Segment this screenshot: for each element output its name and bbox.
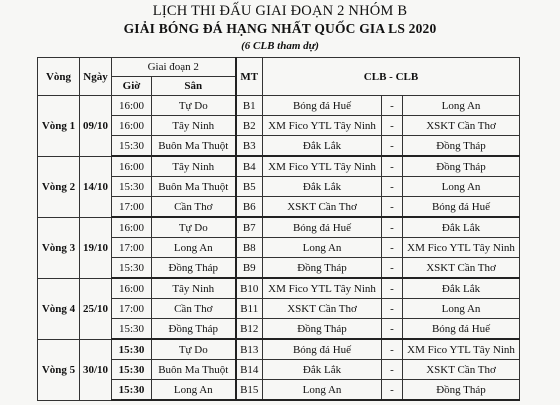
away-team-cell: Đồng Tháp [403, 380, 520, 401]
separator-cell: - [382, 177, 403, 197]
separator-cell: - [382, 136, 403, 157]
venue-cell: Long An [152, 238, 236, 258]
header-mt: MT [236, 58, 263, 96]
home-team-cell: XSKT Cần Thơ [263, 299, 382, 319]
date-cell: 14/10 [80, 156, 112, 217]
away-team-cell: XM Fico YTL Tây Ninh [403, 238, 520, 258]
home-team-cell: Bóng đá Huế [263, 96, 382, 116]
table-body [38, 96, 520, 401]
time-cell: 15:30 [112, 319, 152, 340]
date-cell: 09/10 [80, 96, 112, 157]
table-row [38, 339, 520, 360]
away-team-cell: XSKT Cần Thơ [403, 116, 520, 136]
time-cell: 17:00 [112, 238, 152, 258]
away-team-cell: Đắk Lắk [403, 278, 520, 299]
match-code-cell: B10 [236, 278, 263, 299]
venue-cell: Đồng Tháp [152, 258, 236, 279]
match-code-cell: B9 [236, 258, 263, 279]
time-cell: 16:00 [112, 96, 152, 116]
venue-cell: Tây Ninh [152, 156, 236, 177]
away-team-cell: Đồng Tháp [403, 156, 520, 177]
time-cell: 15:30 [112, 258, 152, 279]
table-header [38, 58, 520, 96]
round-cell: Vòng 5 [38, 339, 80, 400]
time-cell: 16:00 [112, 116, 152, 136]
round-cell: Vòng 2 [38, 156, 80, 217]
date-cell: 25/10 [80, 278, 112, 339]
round-cell: Vòng 3 [38, 217, 80, 278]
venue-cell: Tự Do [152, 96, 236, 116]
table-row [38, 96, 520, 116]
header-phase: Giai đoạn 2 [112, 58, 236, 77]
away-team-cell: XSKT Cần Thơ [403, 258, 520, 279]
table-row [38, 156, 520, 177]
venue-cell: Buôn Ma Thuột [152, 360, 236, 380]
home-team-cell: Long An [263, 238, 382, 258]
away-team-cell: Đồng Tháp [403, 136, 520, 157]
separator-cell: - [382, 380, 403, 401]
match-code-cell: B12 [236, 319, 263, 340]
match-code-cell: B11 [236, 299, 263, 319]
away-team-cell: Bóng đá Huế [403, 319, 520, 340]
away-team-cell: Bóng đá Huế [403, 197, 520, 218]
header-vong: Vòng [38, 58, 80, 96]
header-ngay: Ngày [80, 58, 112, 96]
round-cell: Vòng 4 [38, 278, 80, 339]
time-cell: 17:00 [112, 197, 152, 218]
date-cell: 30/10 [80, 339, 112, 400]
table-row [38, 278, 520, 299]
table-row [38, 217, 520, 238]
separator-cell: - [382, 217, 403, 238]
match-code-cell: B7 [236, 217, 263, 238]
separator-cell: - [382, 360, 403, 380]
separator-cell: - [382, 197, 403, 218]
separator-cell: - [382, 96, 403, 116]
match-code-cell: B3 [236, 136, 263, 157]
separator-cell: - [382, 278, 403, 299]
home-team-cell: Đồng Tháp [263, 258, 382, 279]
document-title: LỊCH THI ĐẤU GIAI ĐOẠN 2 NHÓM B [152, 3, 408, 19]
home-team-cell: Đắk Lắk [263, 136, 382, 157]
venue-cell: Tây Ninh [152, 278, 236, 299]
away-team-cell: Đắk Lắk [403, 217, 520, 238]
venue-cell: Long An [152, 380, 236, 401]
away-team-cell: Long An [403, 299, 520, 319]
home-team-cell: Long An [263, 380, 382, 401]
separator-cell: - [382, 258, 403, 279]
header-gio: Giờ [112, 77, 152, 96]
time-cell: 16:00 [112, 217, 152, 238]
match-code-cell: B6 [236, 197, 263, 218]
away-team-cell: Long An [403, 96, 520, 116]
time-cell: 16:00 [112, 156, 152, 177]
time-cell: 15:30 [112, 136, 152, 157]
match-code-cell: B2 [236, 116, 263, 136]
time-cell: 15:30 [112, 177, 152, 197]
venue-cell: Đồng Tháp [152, 319, 236, 340]
venue-cell: Cần Thơ [152, 197, 236, 218]
schedule-table [37, 57, 520, 401]
venue-cell: Tự Do [152, 339, 236, 360]
match-code-cell: B5 [236, 177, 263, 197]
venue-cell: Buôn Ma Thuột [152, 177, 236, 197]
venue-cell: Tự Do [152, 217, 236, 238]
home-team-cell: XSKT Cần Thơ [263, 197, 382, 218]
header-san: Sân [152, 77, 236, 96]
match-code-cell: B15 [236, 380, 263, 401]
match-code-cell: B13 [236, 339, 263, 360]
home-team-cell: XM Fico YTL Tây Ninh [263, 116, 382, 136]
time-cell: 15:30 [112, 339, 152, 360]
time-cell: 15:30 [112, 380, 152, 401]
home-team-cell: Đắk Lắk [263, 360, 382, 380]
document-note: (6 CLB tham dự) [241, 40, 319, 52]
venue-cell: Tây Ninh [152, 116, 236, 136]
home-team-cell: Bóng đá Huế [263, 217, 382, 238]
venue-cell: Cần Thơ [152, 299, 236, 319]
header-clb: CLB - CLB [263, 58, 520, 96]
time-cell: 15:30 [112, 360, 152, 380]
separator-cell: - [382, 319, 403, 340]
match-code-cell: B8 [236, 238, 263, 258]
match-code-cell: B1 [236, 96, 263, 116]
home-team-cell: XM Fico YTL Tây Ninh [263, 278, 382, 299]
separator-cell: - [382, 116, 403, 136]
separator-cell: - [382, 238, 403, 258]
date-cell: 19/10 [80, 217, 112, 278]
home-team-cell: Bóng đá Huế [263, 339, 382, 360]
document-subtitle: GIẢI BÓNG ĐÁ HẠNG NHẤT QUỐC GIA LS 2020 [123, 21, 437, 36]
home-team-cell: Đắk Lắk [263, 177, 382, 197]
separator-cell: - [382, 339, 403, 360]
home-team-cell: Đồng Tháp [263, 319, 382, 340]
time-cell: 17:00 [112, 299, 152, 319]
match-code-cell: B4 [236, 156, 263, 177]
match-code-cell: B14 [236, 360, 263, 380]
away-team-cell: XSKT Cần Thơ [403, 360, 520, 380]
round-cell: Vòng 1 [38, 96, 80, 157]
time-cell: 16:00 [112, 278, 152, 299]
home-team-cell: XM Fico YTL Tây Ninh [263, 156, 382, 177]
venue-cell: Buôn Ma Thuột [152, 136, 236, 157]
away-team-cell: Long An [403, 177, 520, 197]
separator-cell: - [382, 299, 403, 319]
away-team-cell: XM Fico YTL Tây Ninh [403, 339, 520, 360]
separator-cell: - [382, 156, 403, 177]
